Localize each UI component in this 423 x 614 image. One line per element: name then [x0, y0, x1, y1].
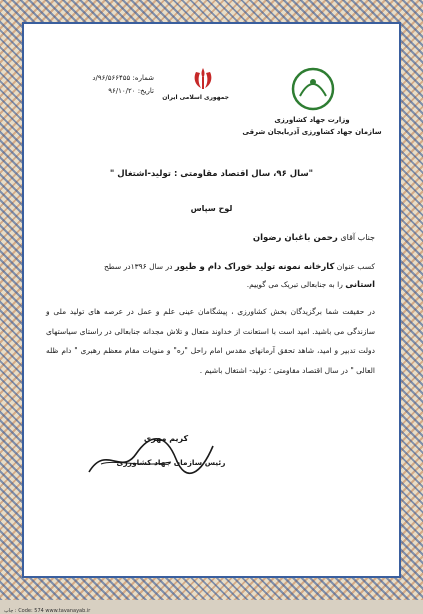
iran-emblem: [162, 66, 229, 101]
signer-name: کریم مهری: [143, 434, 189, 443]
year-slogan: "سال ۹۶، سال اقتصاد مقاومتی : تولید-اشتغال ": [109, 169, 314, 179]
certificate-title: لوح سپاس: [190, 204, 233, 213]
jihad-logo: [290, 66, 336, 112]
recipient-prefix: جناب آقای: [340, 233, 375, 242]
award-text-b: در سال ۱۳۹۶در سطح: [103, 262, 173, 271]
recipient-line: [46, 233, 375, 243]
emblem-caption: جمهوری اسلامی ایران: [162, 94, 229, 101]
award-text-a: کسب عنوان: [336, 262, 375, 271]
iran-emblem-icon: [190, 66, 216, 92]
award-text-c: را به جنابعالی تبریک می گوییم.: [246, 280, 343, 289]
award-paragraph: [46, 258, 375, 294]
reference-number: شماره: ۹۶/۵۶۶۴۵۵/د: [92, 74, 154, 82]
printer-footer: چاپ : Code: 574 www.tavanayab.ir: [4, 608, 91, 614]
ministry-name: وزارت جهاد کشاورزی: [274, 116, 350, 124]
certificate-paper: [26, 26, 397, 574]
reference-block: [34, 72, 154, 98]
handwritten-signature: [81, 424, 221, 484]
award-title: کارخانه نمونه تولید خوراک دام و طیور: [174, 262, 335, 272]
province-organization-name: سازمان جهاد کشاورزی آذربایجان شرقی: [242, 128, 382, 136]
appreciation-paragraph: در حقیقت شما برگزیدگان بخش کشاورزی ، پیشگامان عینی علم و عمل در عرصه های تولید ملی و سازندگی می باشید. امید است با استعانت از خداوند متعال و تلاش مجدانه جنابعالی در راستای سیاستهای دولت تدبیر و امید، شاهد تحقق آرمانهای مقدس امام راحل "ره" و منویات مقام معظم رهبری " دام ظله العالی " در سال اقتصاد مقاومتی ؛ تولید- اشتغال باشیم .: [46, 307, 375, 375]
award-level: استانی: [345, 280, 375, 290]
signer-title: رئیس سازمان جهاد کشاورزی: [116, 458, 226, 467]
organization-name: [237, 114, 387, 138]
jihad-logo-icon: [290, 66, 336, 112]
recipient-name: رحمن باغبان رضوان: [252, 233, 338, 243]
reference-date: تاریخ: ۹۶/۱۰/۲۰: [108, 87, 154, 95]
